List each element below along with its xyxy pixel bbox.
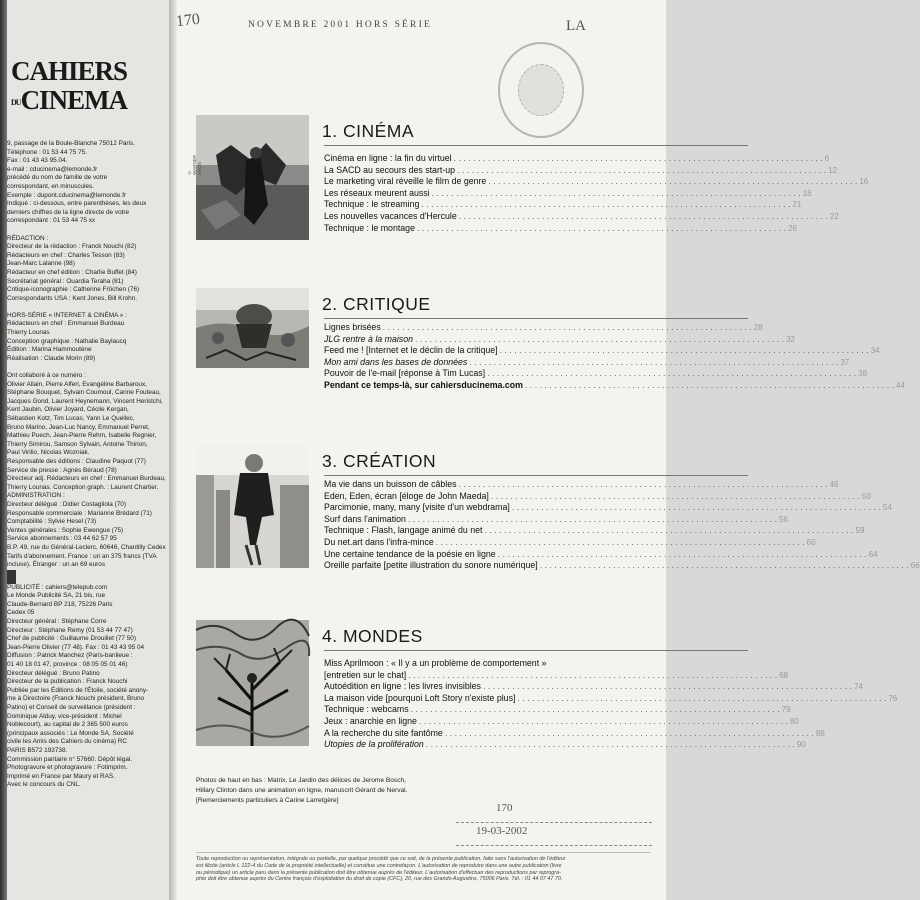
toc-entry[interactable] <box>324 681 863 693</box>
toc-leader-dots <box>426 739 795 751</box>
toc-entry-title: Le marketing viral réveille le film de genre <box>324 176 487 187</box>
toc-page-number: 88 <box>815 728 825 738</box>
toc-entry[interactable] <box>324 345 880 357</box>
toc-page-number: 66 <box>910 561 920 571</box>
logo-line-2 <box>11 85 131 118</box>
toc-entry[interactable] <box>324 199 802 211</box>
masthead-line: Claude-Bernard BP 218, 75226 Paris <box>7 600 113 608</box>
toc-leader-dots <box>488 176 857 188</box>
masthead-line: Stéphane Bouquet, Sylvain Coumoul, Carine Fouteau, <box>7 389 161 397</box>
toc-leader-dots <box>540 560 909 572</box>
toc-page-number: 32 <box>786 334 795 344</box>
toc-entry[interactable] <box>324 692 898 705</box>
toc-entry[interactable] <box>324 479 839 491</box>
toc-list <box>324 479 920 572</box>
page-gutter <box>169 0 177 900</box>
masthead-line: Noblecourt), au capital de 2 365 500 euros <box>7 721 128 729</box>
toc-leader-dots <box>417 223 786 235</box>
masthead-line: Ont collaboré à ce numéro : <box>7 372 86 380</box>
masthead-line: civile les Amis des Cahiers du cinéma) RC <box>7 738 128 746</box>
masthead-line: Rédacteurs en chef : Charles Tesson (83) <box>7 251 125 259</box>
toc-entry[interactable] <box>324 536 816 549</box>
toc-leader-dots <box>445 728 814 740</box>
masthead-line <box>7 303 167 312</box>
masthead-line: Fax : 01 43 43 95.04. <box>7 157 68 165</box>
toc-entry-title: A la recherche du site fantôme <box>324 727 443 738</box>
masthead-line: Bruno Marino, Jean-Luc Nancy, Emmanuel Perret, <box>7 423 150 431</box>
toc-leader-dots <box>383 322 752 334</box>
masthead-line: Critique-iconographie : Catherine Fröchen (76) <box>7 286 140 294</box>
masthead-line: Secrétariat général : Ouardia Teraha (81) <box>7 277 124 285</box>
toc-page-number: 12 <box>828 165 838 175</box>
logo-de: DU <box>11 97 21 107</box>
masthead-line: Rédacteurs en chef : Emmanuel Burdeau <box>7 320 125 328</box>
toc-list <box>324 658 898 751</box>
masthead-line: Directeur : Stéphane Remy (01 53 44 77 47) <box>7 626 133 634</box>
toc-leader-dots <box>525 380 894 392</box>
legal-line: Toute reproduction ou représentation, intégrale ou partielle, par quelque procédé que ce soit, de la présente publication, faite sans l'autorisation de l'éditeur <box>196 856 566 862</box>
toc-entry[interactable] <box>324 368 868 380</box>
masthead-line: Service de presse : Agnès Béraud (78) <box>7 466 117 474</box>
masthead-line: Dominique Alduy, vice-président : Michel <box>7 712 122 720</box>
toc-leader-dots <box>500 345 869 357</box>
toc-list <box>324 322 905 392</box>
toc-leader-dots <box>459 479 828 491</box>
toc-entry-title: Technique : Flash, langage animé du net <box>324 525 483 536</box>
masthead-line: Paul Virilio, Nicolas Wozniak. <box>7 449 90 457</box>
toc-entry-title: Eden, Eden, écran [éloge de John Maeda] <box>324 490 489 501</box>
toc-list <box>324 153 869 234</box>
section-image-nerval-manuscript <box>196 620 309 745</box>
toc-entry[interactable] <box>324 548 878 561</box>
masthead-line: Jean-Pierre Olivier (77 48). Fax : 01 43 43 95 04 <box>7 643 145 651</box>
toc-leader-dots <box>459 211 828 223</box>
section-rule <box>324 650 748 651</box>
toc-leader-dots <box>469 357 838 369</box>
toc-entry-title: Technique : webcams <box>324 704 409 715</box>
toc-entry-title: Parcimonie, many, many [visite d'un webdrama] <box>324 502 510 513</box>
binding-spine <box>0 0 7 900</box>
masthead-line: précédé du nom de famille de votre <box>7 174 108 182</box>
masthead-line: Directeur délégué : Didier Costagliola (70) <box>7 500 126 508</box>
masthead-line: Directeur de la publication : Franck Nouchi <box>7 678 128 686</box>
toc-page-number: 90 <box>796 740 806 750</box>
masthead-line: Responsable des éditions : Claudine Paquot (77) <box>7 457 146 465</box>
toc-page-number: 28 <box>753 323 763 332</box>
registration-date-row <box>456 823 652 846</box>
masthead-line: Patino) et Conseil de surveillance (président : <box>7 704 136 711</box>
section-title: 3. CRÉATION <box>322 451 437 471</box>
caption-line: [Remerciements particuliers à Carine Larretgère] <box>196 797 339 804</box>
masthead-line: incluse). Étranger : un an 69 euros <box>7 561 106 569</box>
masthead-line: 9, passage de la Boule-Blanche 75012 Paris. <box>7 140 135 147</box>
section-title: 2. CRITIQUE <box>322 294 431 314</box>
masthead-line: Thierry Lounas. Conception graph. : Laurent Chartier. <box>7 483 159 491</box>
masthead-line: Exemple : dupont.cducinema@lemonde.fr <box>7 191 127 199</box>
toc-page-number: 16 <box>859 177 869 187</box>
masthead-line: Directeur général : Stéphane Corre <box>7 618 107 626</box>
toc-page-number: 64 <box>868 549 878 559</box>
toc-entry[interactable] <box>324 187 812 200</box>
masthead-line: Imprimé en France par Maury et RAS. <box>7 772 115 780</box>
section-rule <box>324 318 748 319</box>
masthead-line: Comptabilité : Sylvie Hesel (73) <box>7 518 97 526</box>
toc-page-number: 74 <box>854 682 863 692</box>
section-rule <box>324 475 748 476</box>
masthead-line: Ventes générales : Sophie Ewengue (75) <box>7 526 124 534</box>
toc-page-number: 44 <box>896 380 905 390</box>
publicite-logo-icon <box>7 570 16 584</box>
toc-entry-title: Mon ami dans les bases de données <box>324 356 468 367</box>
masthead-line: me à Directoire (Franck Nouchi président, Bruno <box>7 695 145 703</box>
legal-notice <box>196 852 650 883</box>
toc-entry-title: Pouvoir de l'e-mail [réponse à Tim Lucas] <box>324 368 486 379</box>
stamp-emblem <box>518 64 564 116</box>
toc-entry-title: [entretien sur le chat] <box>324 669 407 680</box>
toc-entry-title: Du net.art dans l'infra-mince <box>324 536 434 547</box>
masthead-line: Édition : Marina Hammoutène <box>7 346 92 354</box>
toc-entry[interactable] <box>324 704 791 716</box>
logo-line-1: CAHIERS <box>11 56 128 86</box>
toc-entry[interactable] <box>324 379 905 392</box>
masthead-line: Sébastien Kotz, Tim Lucas, Yann Le Quellec, <box>7 415 135 422</box>
masthead-line: Photogravure et photogravure : Fotimprim. <box>7 764 128 772</box>
toc-leader-dots <box>421 199 790 211</box>
logo <box>11 58 131 128</box>
masthead-line: Olivier Allain, Pierre Alferi, Evangéline Barbaroux, <box>7 380 147 388</box>
toc-entry[interactable] <box>324 164 838 177</box>
section-rule <box>324 145 748 146</box>
masthead-line <box>7 363 167 372</box>
toc-leader-dots <box>408 670 777 682</box>
toc-entry-title: Lignes brisées <box>324 322 381 332</box>
toc-leader-dots <box>498 549 867 561</box>
toc-entry-title: Technique : le montage <box>324 222 415 233</box>
toc-entry[interactable] <box>324 322 763 334</box>
toc-entry-title: Une certaine tendance de la poésie en ligne <box>324 548 496 559</box>
handwritten-corner-mark: LA <box>566 18 586 34</box>
section-image-clinton-animation <box>196 445 309 570</box>
masthead-line: Mathieu Puech, Jean-Pierre Rehm, Isabelle Regnier, <box>7 432 157 440</box>
toc-entry[interactable] <box>324 222 797 235</box>
toc-entry[interactable] <box>324 525 865 537</box>
toc-page-number: 6 <box>824 154 830 163</box>
toc-entry-title: Cinéma en ligne : la fin du virtuel <box>324 153 452 163</box>
toc-entry-title: Technique : le streaming <box>324 199 420 210</box>
toc-entry[interactable] <box>324 153 830 165</box>
masthead-line: derniers chiffres de la ligne directe de votre <box>7 208 130 216</box>
toc-entry[interactable] <box>324 490 871 503</box>
caption-line: Photos de haut en bas : Matrix, Le Jardin des délices de Jerome Bosch, <box>196 777 407 784</box>
masthead-line: Le Monde Publicité SA, 21 bis, rue <box>7 592 106 600</box>
toc-entry-title: Feed me ! [Internet et le déclin de la critique] <box>324 345 498 356</box>
legal-line: phie doit être obtenue auprès du Centre français d'exploitation du droit de copie (CFC), 20, rue des Grands-Augustins, 75006 Paris. Tél. : 01 44 07 47 70. <box>196 876 563 883</box>
masthead-line <box>7 226 167 235</box>
toc-leader-dots <box>454 153 823 165</box>
masthead-line: HORS-SÉRIE « INTERNET & CINÉMA » : <box>7 311 127 319</box>
library-stamp <box>498 42 584 138</box>
toc-entry-title: Pendant ce temps-là, sur cahiersducinema.com <box>324 379 523 390</box>
toc-entry[interactable] <box>324 513 788 526</box>
toc-leader-dots <box>512 502 881 514</box>
toc-page-number: 54 <box>882 503 892 513</box>
masthead-line: e-mail : cducinema@lemonde.fr <box>7 165 98 173</box>
masthead-line: PARIS B572 193738. <box>7 746 68 754</box>
masthead-line: Rédacteur en chef édition : Charlie Buffet (84) <box>7 268 137 276</box>
toc-entry[interactable] <box>324 210 839 223</box>
toc-entry-title: Utopies de la prolifération <box>324 739 424 750</box>
toc-leader-dots <box>419 716 788 728</box>
legal-line: est illicite (article L 122-4 du Code de la propriété intellectuelle) et constitue une contrefaçon. L'autorisation de reproduire dans une autre publication (livre <box>196 862 562 869</box>
toc-leader-dots <box>408 514 777 526</box>
toc-entry-title: Oreille parfaite [petite illustration du sonore numérique] <box>324 560 538 571</box>
toc-entry-title: Miss Aprilmoon : « Il y a un problème de comportement » <box>324 658 547 668</box>
section-image-jardin-des-delices <box>196 288 309 413</box>
masthead-column <box>7 0 169 900</box>
toc-entry-title: Surf dans l'animation <box>324 513 406 524</box>
masthead-line: Directeur délégué : Bruno Patino <box>7 669 100 677</box>
toc-entry-title: Les réseaux meurent aussi <box>324 187 430 198</box>
section-title: 1. CINÉMA <box>322 121 415 141</box>
caption-line: Hillary Clinton dans une animation en ligne, manuscrit Gérard de Nerval. <box>196 787 408 794</box>
toc-entry[interactable] <box>324 560 920 572</box>
masthead-line: Cedex 05 <box>7 609 35 617</box>
masthead-line: Diffusion : Patrick Manchez (Paris-banlieue : <box>7 652 133 660</box>
section-title: 4. MONDES <box>322 626 423 646</box>
masthead-line: Kent Jaubin, Olivier Joyard, Cécile Kergan, <box>7 406 129 414</box>
registration-date: 19-03-2002 <box>476 825 528 837</box>
toc-page-number: 56 <box>778 514 788 524</box>
toc-entry-title: La maison vide [pourquoi Loft Story n'existe plus] <box>324 692 516 703</box>
toc-page-number: 38 <box>858 369 868 379</box>
toc-page-number: 22 <box>829 211 839 221</box>
masthead-line: Jean-Marc Lalanne (98) <box>7 260 75 268</box>
toc-page-number: 80 <box>789 716 799 726</box>
logo-line-2-text: CINEMA <box>20 85 128 115</box>
masthead-line: Avec le concours du CNL. <box>7 781 81 789</box>
toc-page-number: 79 <box>781 705 791 715</box>
toc-leader-dots <box>517 693 886 705</box>
masthead-line: Thierry Simirou, Samson Sylvain, Antoine Thirion, <box>7 440 148 448</box>
masthead-line: PUBLICITÉ : cahiers@telepub.com <box>7 583 108 591</box>
toc-entry-title: Jeux : anarchie en ligne <box>324 715 417 726</box>
masthead-line: Indiqué : ci-dessous, entre parenthèses, les deux <box>7 200 147 208</box>
masthead-line: Directeur de la rédaction : Franck Nouchi (82) <box>7 243 137 251</box>
toc-leader-dots <box>487 368 856 380</box>
masthead-line: B.P. 49, rue du Général-Leclerc, 60646, Chantilly Cedex <box>7 543 166 551</box>
masthead-line: Chef de publicité : Guillaume Drouillet (77 50) <box>7 635 136 643</box>
masthead-line: 01 40 18 01 47, province : 08 05 05 01 46) <box>7 661 128 669</box>
toc-leader-dots <box>432 188 801 200</box>
masthead-line: correspondant : 01 53 44 75 xx <box>7 217 96 225</box>
legal-line: ou périodique) un article paru dans la présente publication doit être obtenue auprès de l'éditeur. L'autorisation d'effectuer des reproductions par reprogra- <box>196 869 561 876</box>
toc-leader-dots <box>491 491 860 503</box>
toc-page-number: 34 <box>870 346 880 356</box>
masthead-line: Responsable commerciale : Marianne Brédard (71) <box>7 509 152 517</box>
masthead-line: Commission paritaire n° 57660. Dépôt légal. <box>7 755 133 763</box>
masthead-line: Téléphone : 01 53 44 75 75. <box>7 148 87 156</box>
masthead-line: Tarifs d'abonnement. France : un an 375 francs (TVA <box>7 552 157 560</box>
masthead-line: correspondant, en minuscules. <box>7 182 95 190</box>
toc-page-number: 26 <box>788 223 797 233</box>
registration-stamp <box>456 800 652 846</box>
toc-entry[interactable] <box>324 176 869 188</box>
toc-entry[interactable] <box>324 502 892 514</box>
toc-leader-dots <box>484 525 853 537</box>
masthead-line: (principaux associés : Le Monde SA, Société <box>7 729 134 737</box>
toc-leader-dots <box>411 704 780 716</box>
toc-entry-title: Autoédition en ligne : les livres invisibles <box>324 681 481 692</box>
toc-entry-title: JLG rentre à la maison <box>324 333 413 344</box>
masthead-line: Réalisation : Claude Morin (89) <box>7 354 96 362</box>
masthead-line: Jacques Gond, Laurent Heynemann, Vincent Heristchi, <box>7 397 163 405</box>
toc-leader-dots <box>415 334 784 346</box>
masthead-line: Publiée par les Éditions de l'Étoile, société anony- <box>7 686 149 694</box>
toc-page-number: 21 <box>792 200 802 210</box>
toc-page-number: 50 <box>861 491 871 501</box>
registration-number: 170 <box>496 802 513 814</box>
toc-entry[interactable] <box>324 727 825 740</box>
masthead-line: Service abonnements : 03 44 62 57 95 <box>7 535 117 543</box>
toc-entry[interactable] <box>324 356 850 369</box>
toc-entry[interactable] <box>324 333 795 346</box>
toc-leader-dots <box>483 681 852 693</box>
handwritten-number: 170 <box>175 10 201 31</box>
masthead-line: Conception graphique : Nathalie Baylaucq <box>7 337 127 345</box>
masthead-line: RÉDACTION : <box>7 234 49 242</box>
toc-entry[interactable] <box>324 669 789 682</box>
registration-number-row <box>456 800 652 823</box>
toc-entry-title: La SACD au secours des start-up <box>324 164 456 175</box>
image-credit: © WARNER BROS <box>187 154 202 175</box>
toc-entry[interactable] <box>324 715 799 728</box>
toc-leader-dots <box>457 165 826 177</box>
masthead-line: Directeur adj. Rédacteurs en chef : Emmanuel Burdeau, <box>7 475 166 483</box>
issue-line: NOVEMBRE 2001 HORS SÉRIE <box>248 20 432 30</box>
toc-entry-title: Les nouvelles vacances d'Hercule <box>324 210 457 221</box>
toc-page-number: 68 <box>779 670 789 680</box>
toc-page-number: 59 <box>855 526 865 536</box>
toc-page-number: 60 <box>806 537 816 547</box>
toc-entry-title: Ma vie dans un buisson de câbles <box>324 479 457 489</box>
toc-page-number: 37 <box>840 357 850 367</box>
toc-page-number: 18 <box>802 188 812 198</box>
masthead-line: ADMINISTRATION : <box>7 492 65 500</box>
masthead-line: Correspondants USA : Kent Jones, Bill Krohn. <box>7 294 138 302</box>
masthead-line: Thierry Lounas <box>7 329 50 337</box>
toc-leader-dots <box>436 537 805 549</box>
section-image-matrix <box>196 115 309 240</box>
toc-entry[interactable] <box>324 739 806 751</box>
masthead-credits <box>7 140 167 790</box>
toc-page-number: 76 <box>888 693 898 703</box>
toc-entry[interactable] <box>324 658 752 670</box>
toc-page-number: 46 <box>829 480 839 489</box>
